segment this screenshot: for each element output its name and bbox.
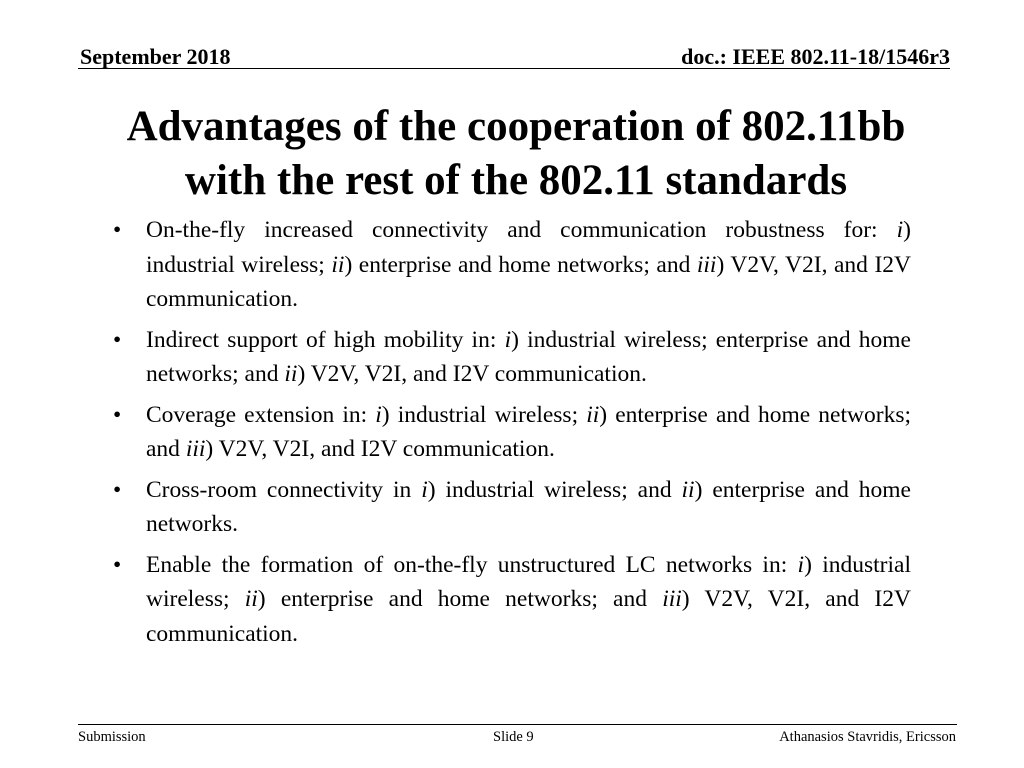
bullet-italic-run: i: [375, 401, 382, 428]
bullet-text-run: ) enterprise and home networks; and: [257, 586, 663, 612]
bullet-text-run: ) V2V, V2I, and I2V communication.: [205, 436, 555, 462]
bullet-text: [146, 552, 911, 647]
bullet-text-run: ) enterprise and home networks; and: [344, 251, 697, 278]
bullet-italic-run: i: [504, 326, 512, 353]
bullet-text-run: Cross-room connectivity in: [146, 476, 422, 503]
bullet-item: [110, 473, 911, 542]
header-date: September 2018: [80, 44, 231, 69]
bullet-dot-icon: •: [113, 476, 122, 503]
slide-title: [80, 100, 952, 208]
bullet-italic-run: i: [421, 476, 428, 503]
bullet-text-run: ) industrial wireless;: [146, 551, 911, 612]
bullet-italic-run: ii: [681, 476, 695, 503]
bullet-italic-run: ii: [586, 401, 600, 428]
bullet-dot-icon: •: [113, 551, 122, 578]
bullet-italic-run: iii: [185, 436, 206, 462]
bullet-text-run: ) industrial wireless;: [146, 217, 911, 278]
bullet-list: [110, 213, 911, 657]
bullet-italic-run: ii: [331, 251, 345, 278]
bullet-text-run: ) V2V, V2I, and I2V communication.: [146, 586, 911, 647]
slide-title-line-1: Advantages of the cooperation of 802.11bb: [126, 103, 906, 150]
bullet-italic-run: ii: [244, 586, 258, 612]
bullet-text-run: Enable the formation of on-the-fly unstructured LC networks in:: [146, 551, 798, 578]
slide-title-line-2: with the rest of the 802.11 standards: [184, 157, 848, 204]
bullet-italic-run: i: [797, 551, 805, 578]
footer-author: Athanasios Stavridis, Ericsson: [779, 729, 956, 745]
footer-divider: [78, 724, 957, 725]
bullet-italic-run: iii: [696, 251, 717, 278]
bullet-text: [146, 217, 911, 312]
bullet-text: [146, 327, 911, 388]
bullet-italic-run: iii: [662, 586, 682, 612]
bullet-item: [110, 323, 911, 392]
bullet-text-run: Coverage extension in:: [146, 401, 376, 428]
bullet-text-run: On-the-fly increased connectivity and communication robustness for:: [146, 217, 897, 243]
bullet-italic-run: i: [896, 217, 904, 243]
header-divider: [78, 68, 950, 69]
bullet-dot-icon: •: [113, 217, 122, 243]
bullet-text-run: ) V2V, V2I, and I2V communication.: [146, 251, 911, 312]
bullet-italic-run: ii: [284, 361, 298, 387]
bullet-text-run: ) industrial wireless; enterprise and home networks; and: [146, 326, 911, 387]
bullet-dot-icon: •: [113, 326, 122, 353]
footer-submission: Submission: [78, 729, 146, 745]
bullet-text-run: ) industrial wireless; and: [427, 476, 682, 503]
bullet-text-run: Indirect support of high mobility in:: [146, 326, 505, 353]
bullet-text-run: ) enterprise and home networks; and: [146, 401, 911, 462]
bullet-item: [110, 548, 911, 652]
bullet-text-run: ) V2V, V2I, and I2V communication.: [297, 361, 647, 387]
bullet-text: [146, 477, 911, 538]
bullet-text-run: ) enterprise and home networks.: [146, 476, 911, 537]
bullet-text-run: ) industrial wireless;: [381, 401, 587, 428]
bullet-text: [146, 402, 911, 463]
bullet-item: [110, 398, 911, 467]
bullet-dot-icon: •: [113, 401, 122, 428]
header-doc-id: doc.: IEEE 802.11-18/1546r3: [681, 44, 950, 69]
bullet-item: [110, 213, 911, 317]
footer-slide-number: Slide 9: [493, 729, 534, 745]
